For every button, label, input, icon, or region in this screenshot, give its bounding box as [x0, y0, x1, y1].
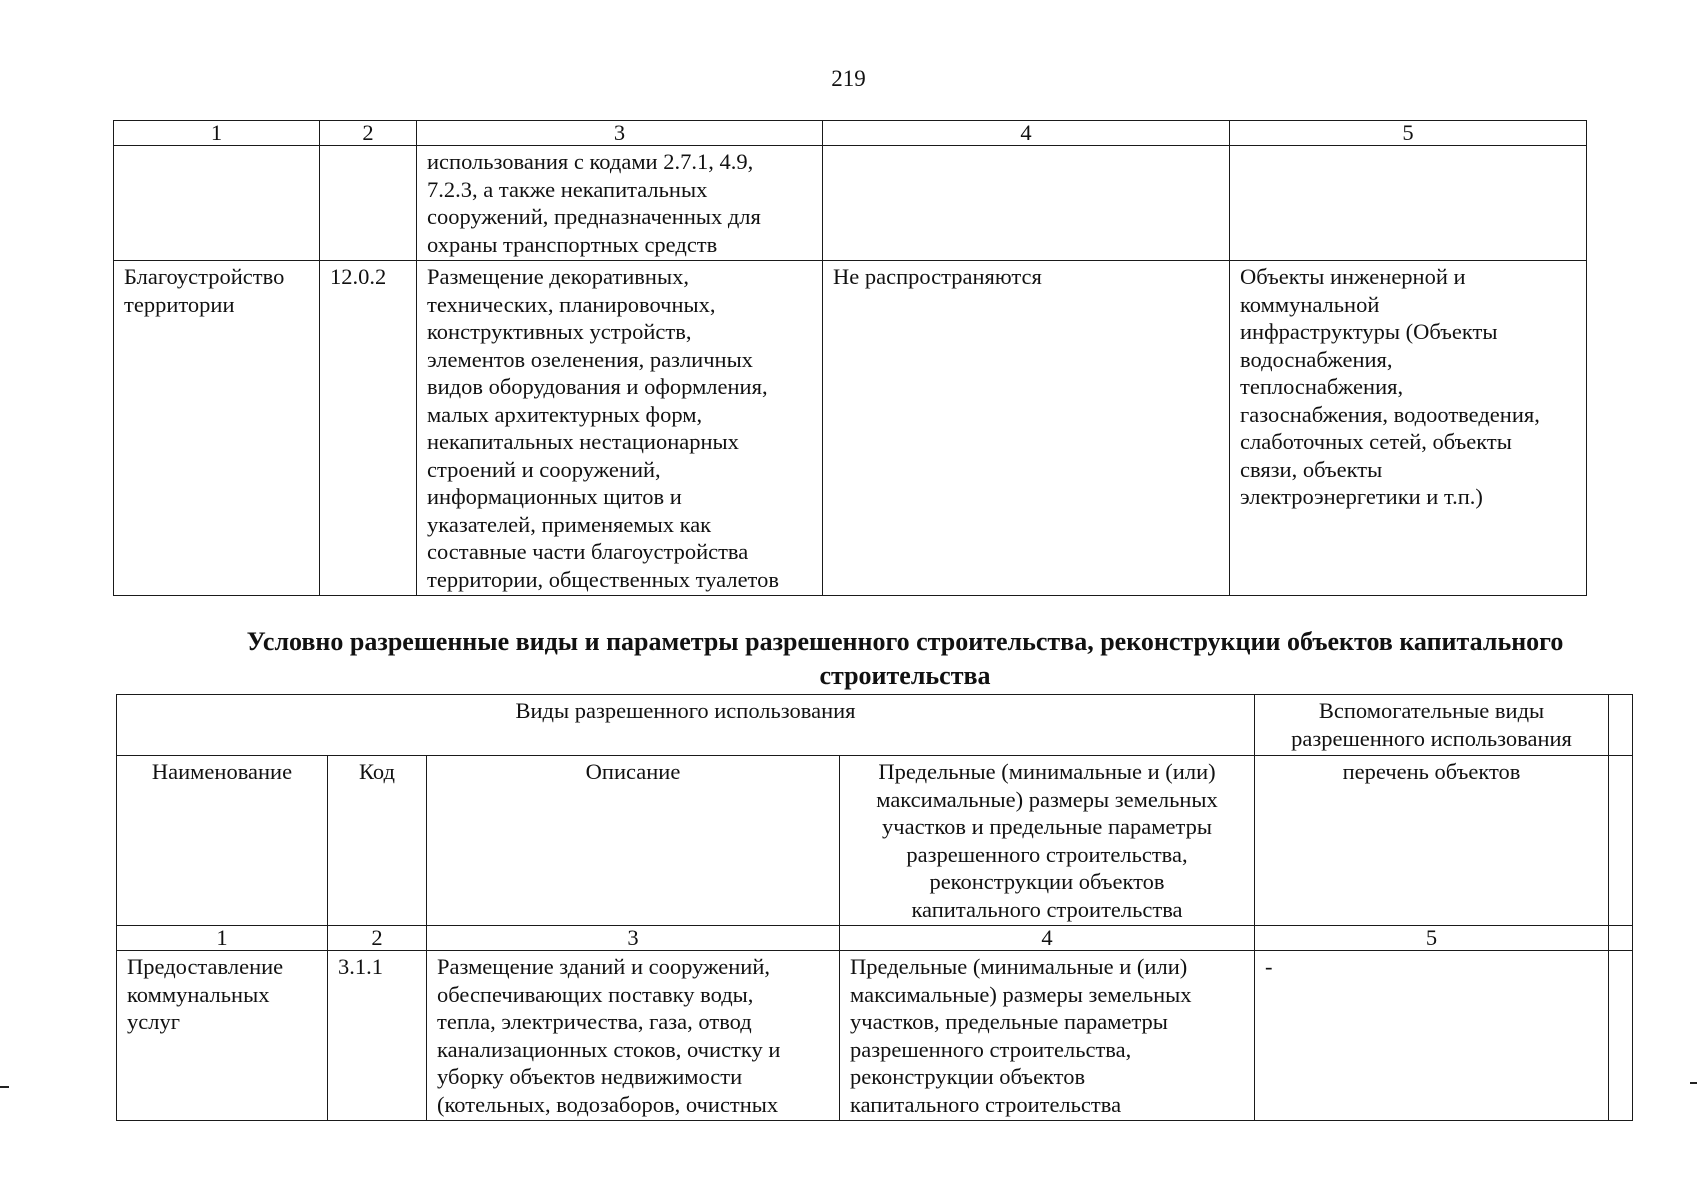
- table-row: [114, 146, 1587, 261]
- parameters-cell: [823, 146, 1230, 261]
- use-description-cell: Размещение декоративных, технических, планировочных, конструктивных устройств, элементов озеленения, различных видов оборудования и оформления, малых архитектурных форм, некапитальных нестационарных строений и сооружений, информационных щитов и указателей, применяемых как составные части благоустройства территории, общественных туалетов: [417, 261, 823, 596]
- blank-cell: [1609, 926, 1633, 951]
- permitted-uses-table: [113, 120, 1587, 596]
- column-number: 3: [427, 926, 840, 951]
- header-parameters: Предельные (минимальные и (или) максимальные) размеры земельных участков и предельные параметры разрешенного строительства, реконструкции объектов капитального строительства: [840, 756, 1255, 926]
- column-number: 4: [840, 926, 1255, 951]
- parameters-cell: Предельные (минимальные и (или) максимальные) размеры земельных участков, предельные параметры разрешенного строительства, реконструкции объектов капитального строительства: [840, 951, 1255, 1121]
- use-code-cell: 3.1.1: [328, 951, 427, 1121]
- use-name-cell: Благоустройство территории: [114, 261, 320, 596]
- use-name-cell: Предоставление коммунальных услуг: [117, 951, 328, 1121]
- aux-uses-header: Вспомогательные виды разрешенного использования: [1255, 695, 1609, 756]
- section-title: Условно разрешенные виды и параметры разрешенного строительства, реконструкции объектов капитального строительства: [246, 627, 1564, 690]
- table-row: [117, 951, 1633, 1121]
- header-name: Наименование: [117, 756, 328, 926]
- column-number: 3: [417, 121, 823, 146]
- blank-cell: [1609, 951, 1633, 1121]
- blank-cell: [1609, 695, 1633, 756]
- use-description-cell: Размещение зданий и сооружений, обеспечивающих поставку воды, тепла, электричества, газа, отвод канализационных стоков, очистку и уборку объектов недвижимости (котельных, водозаборов, очистных: [427, 951, 840, 1121]
- objects-list-cell: -: [1255, 951, 1609, 1121]
- blank-cell: [1609, 756, 1633, 926]
- use-description-cell: использования с кодами 2.7.1, 4.9, 7.2.3, а также некапитальных сооружений, предназначенных для охраны транспортных средств: [417, 146, 823, 261]
- column-number-row: [114, 121, 1587, 146]
- use-code-cell: [320, 146, 417, 261]
- column-number: 2: [320, 121, 417, 146]
- conditional-uses-table: [116, 694, 1633, 1121]
- page-number: 219: [831, 66, 866, 91]
- header-code: Код: [328, 756, 427, 926]
- parameters-cell: Не распространяются: [823, 261, 1230, 596]
- use-name-cell: [114, 146, 320, 261]
- group-header: Виды разрешенного использования: [117, 695, 1255, 756]
- use-code-cell: 12.0.2: [320, 261, 417, 596]
- column-number: 1: [117, 926, 328, 951]
- group-header-row: [117, 695, 1633, 756]
- column-number: 2: [328, 926, 427, 951]
- column-number-row: [117, 926, 1633, 951]
- header-description: Описание: [427, 756, 840, 926]
- column-number: 1: [114, 121, 320, 146]
- table-row: [114, 261, 1587, 596]
- column-number: 5: [1255, 926, 1609, 951]
- scan-edge-mark: [1690, 1082, 1697, 1084]
- column-number: 5: [1230, 121, 1587, 146]
- header-objects-list: перечень объектов: [1255, 756, 1609, 926]
- objects-list-cell: [1230, 146, 1587, 261]
- column-header-row: [117, 756, 1633, 926]
- objects-list-cell: Объекты инженерной и коммунальной инфраструктуры (Объекты водоснабжения, теплоснабжения, газоснабжения, водоотведения, слаботочных сетей, объекты связи, объекты электроэнергетики и т.п.): [1230, 261, 1587, 596]
- scan-edge-mark: [0, 1086, 9, 1088]
- column-number: 4: [823, 121, 1230, 146]
